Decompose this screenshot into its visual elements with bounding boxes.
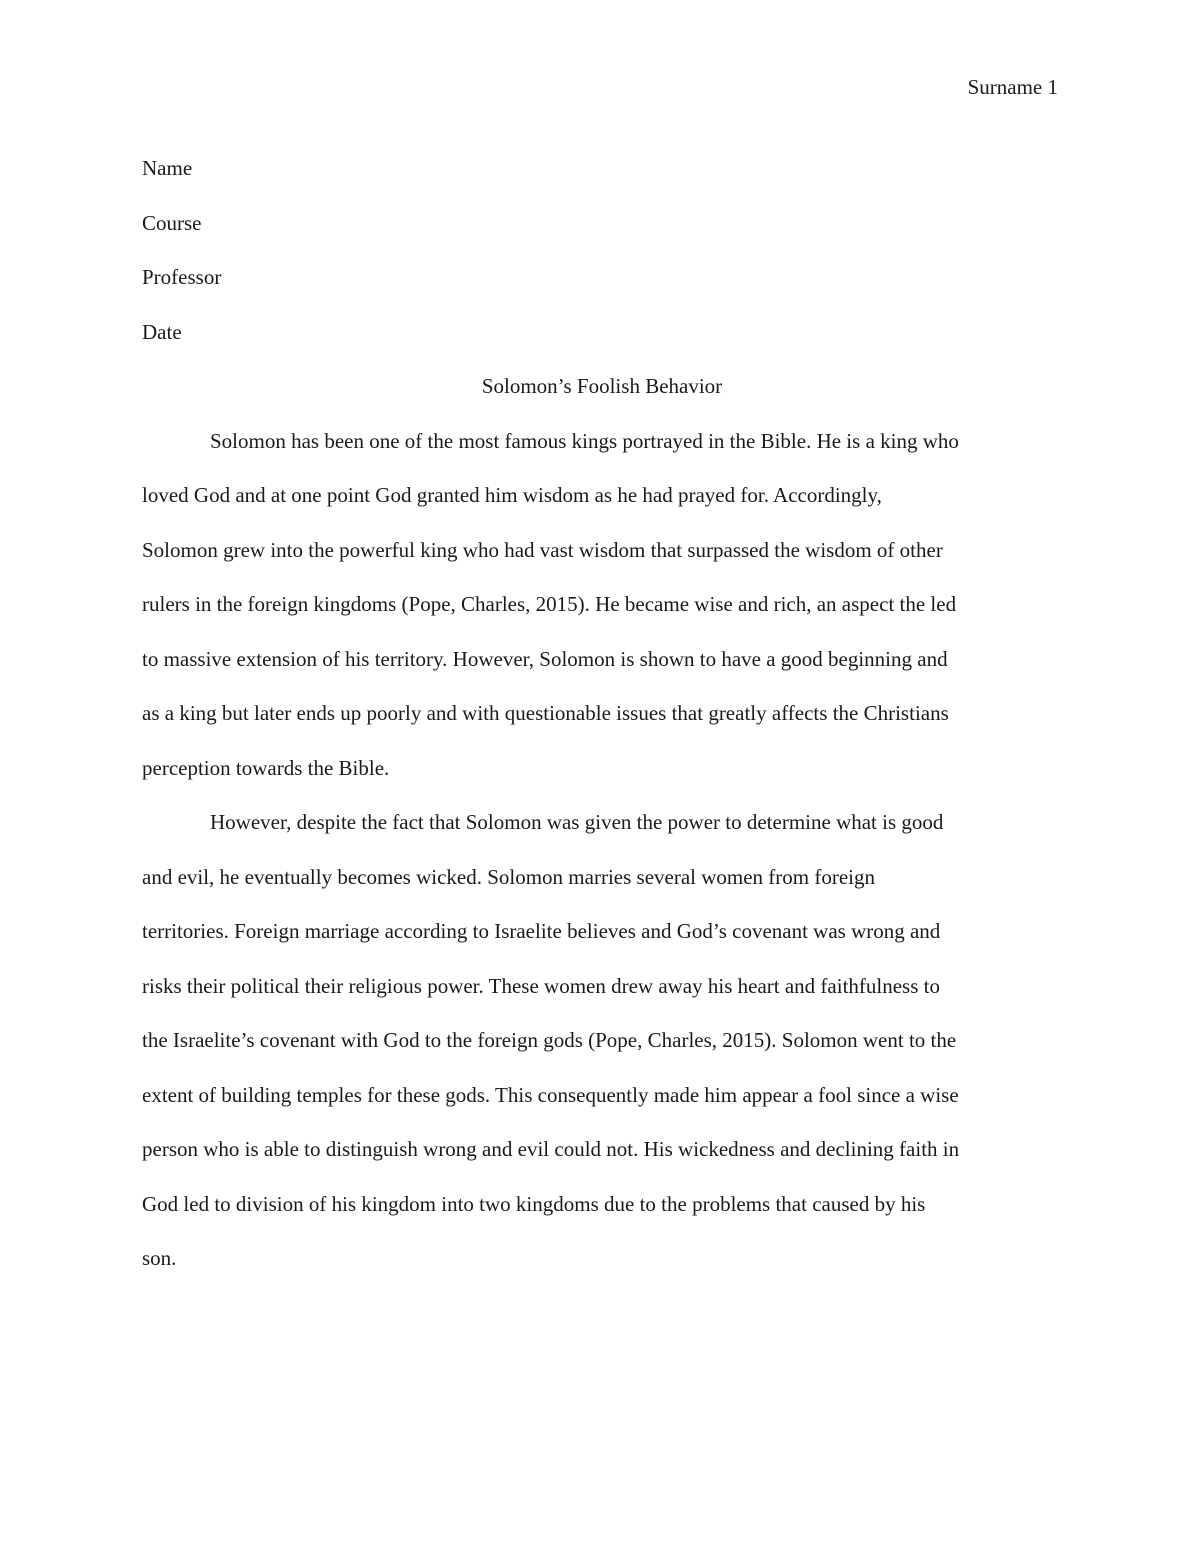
paragraph-line: and evil, he eventually becomes wicked. Solomon marries several women from foreign — [142, 864, 876, 889]
course-name: Course — [142, 210, 202, 235]
paragraph-line: perception towards the Bible. — [142, 755, 390, 780]
paragraph-line: extent of building temples for these gods. This consequently made him appear a fool since a wise — [142, 1082, 959, 1107]
submission-date: Date — [142, 319, 182, 344]
paragraph-2 — [142, 795, 1062, 1286]
paragraph-line: Solomon grew into the powerful king who had vast wisdom that surpassed the wisdom of other — [142, 537, 943, 562]
paragraph-line: However, despite the fact that Solomon was given the power to determine what is good — [210, 810, 944, 834]
paragraph-line: rulers in the foreign kingdoms (Pope, Charles, 2015). He became wise and rich, an aspect the led — [142, 592, 957, 616]
running-head: Surname 1 — [967, 75, 1058, 99]
professor-name: Professor — [142, 265, 222, 289]
paragraph-line: son. — [142, 1246, 177, 1270]
paragraph-line: person who is able to distinguish wrong and evil could not. His wickedness and declining faith in — [142, 1137, 960, 1161]
student-name: Name — [142, 156, 193, 180]
paragraph-line: to massive extension of his territory. However, Solomon is shown to have a good beginning and — [142, 646, 948, 671]
paragraph-line: risks their political their religious power. These women drew away his heart and faithfulness to — [142, 973, 940, 998]
paragraph-line: God led to division of his kingdom into two kingdoms due to the problems that caused by his — [142, 1191, 926, 1216]
paragraph-line: loved God and at one point God granted him wisdom as he had prayed for. Accordingly, — [142, 483, 882, 507]
paragraph-line: territories. Foreign marriage according to Israelite believes and God’s covenant was wrong and — [142, 919, 941, 943]
essay-title: Solomon’s Foolish Behavior — [481, 374, 723, 398]
paragraph-line: the Israelite’s covenant with God to the foreign gods (Pope, Charles, 2015). Solomon went to the — [142, 1028, 957, 1052]
document-body — [142, 141, 1062, 1286]
paragraph-line: as a king but later ends up poorly and with questionable issues that greatly affects the Christians — [142, 701, 949, 725]
paragraph-line: Solomon has been one of the most famous kings portrayed in the Bible. He is a king who — [210, 428, 959, 453]
paragraph-1 — [142, 414, 1062, 796]
